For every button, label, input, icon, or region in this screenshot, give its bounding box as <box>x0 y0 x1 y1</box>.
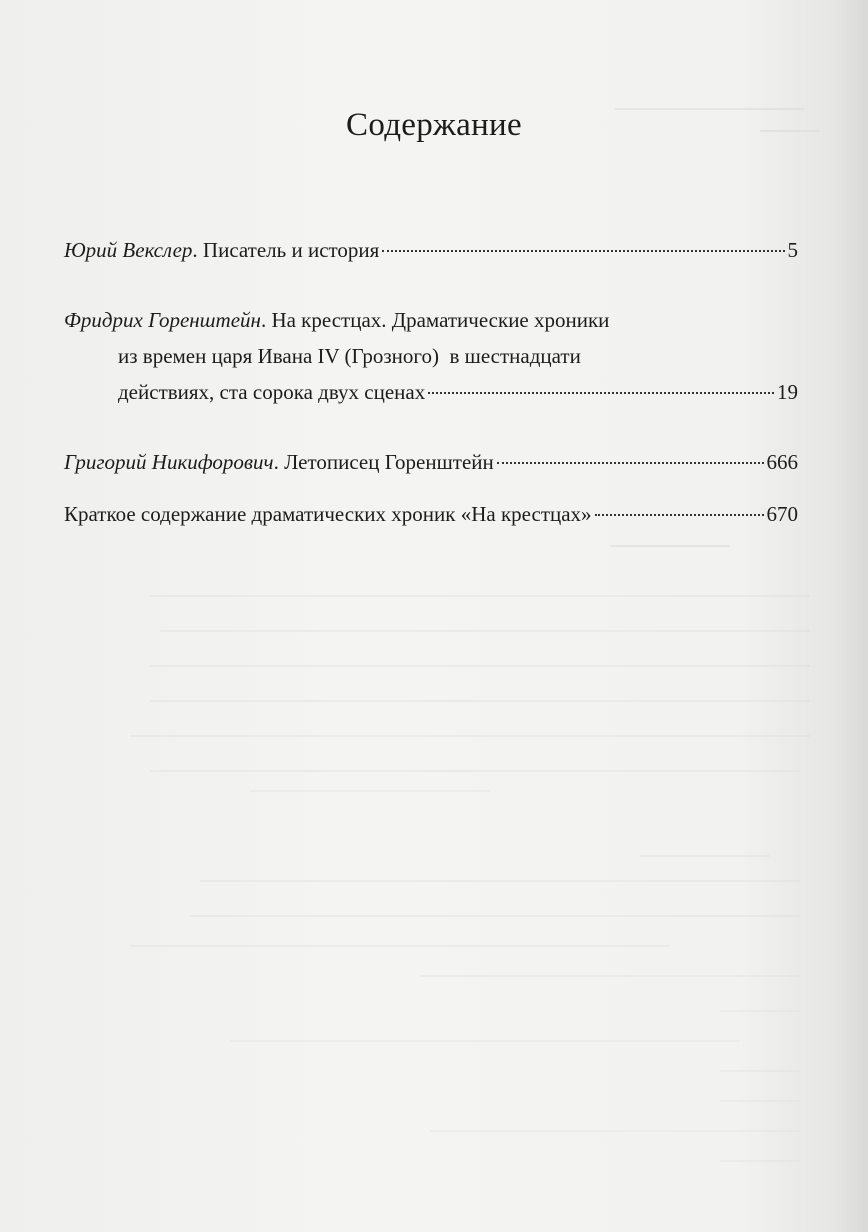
toc-entry-title-line-2: из времен царя Ивана IV (Грозного) в шестнадцати <box>118 344 581 368</box>
toc-entry-title: Писатель и история <box>202 238 380 262</box>
dot-leader <box>595 514 764 516</box>
toc-entry-veksler[interactable]: Юрий Векслер . Писатель и история 5 <box>64 232 798 268</box>
dot-leader <box>497 462 764 464</box>
toc-entry-title: Летописец Горенштейн <box>284 450 494 474</box>
toc-entry-author: Григорий Никифорович <box>64 450 274 474</box>
toc-entry-nikiforovich[interactable]: Григорий Никифорович . Летописец Горенштейн 666 <box>64 444 798 480</box>
toc-entry-page: 666 <box>766 450 798 474</box>
toc-entry-summary[interactable] <box>64 496 798 532</box>
toc-entry-title-line-3: действиях, ста сорока двух сценах <box>118 380 426 404</box>
toc-entry-gorenstein[interactable]: Фридрих Горенштейн . На крестцах. Драматические хроники из времен царя Ивана IV (Грозного) в шестнадцати действиях, ста сорока двух сценах 19 <box>64 302 798 410</box>
dot-leader <box>428 392 774 394</box>
toc-entry-page: 5 <box>787 238 798 262</box>
toc-entry-author: Фридрих Горенштейн <box>64 308 261 332</box>
toc-entry-page: 670 <box>766 502 798 526</box>
toc-entry-title-line-1: На крестцах. Драматические хроники <box>271 308 610 332</box>
toc-entry-page: 19 <box>777 380 798 404</box>
toc-entry-title: Краткое содержание драматических хроник «На крестцах» <box>64 502 592 526</box>
toc-entry-author: Юрий Векслер <box>64 238 193 262</box>
page-title: Содержание <box>346 107 522 144</box>
dot-leader <box>382 250 784 252</box>
table-of-contents <box>64 232 798 532</box>
